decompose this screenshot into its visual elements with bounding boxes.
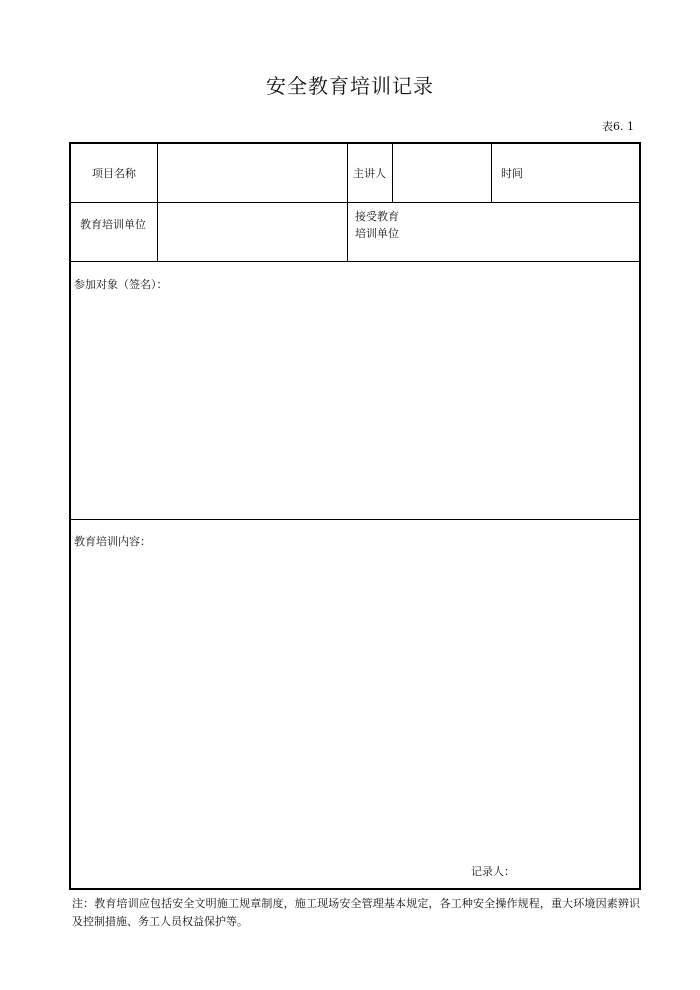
lecturer-field[interactable] — [393, 145, 490, 201]
participants-label: 参加对象（签名）： — [74, 278, 168, 291]
col-divider-mid — [347, 144, 348, 261]
footnote: 注：教育培训应包括安全文明施工规章制度，施工现场安全管理基本规定，各工种安全操作规程，重大环境因素辨识及控制措施、务工人员权益保护等。 — [72, 897, 640, 928]
row-divider-3 — [71, 519, 639, 520]
recorder-label: 记录人： — [471, 865, 515, 878]
project-name-field[interactable] — [158, 145, 346, 201]
receiving-unit-label-line2: 培训单位 — [355, 227, 399, 240]
lecturer-label: 主讲人 — [353, 167, 386, 180]
receiving-unit-field[interactable] — [421, 203, 637, 260]
time-field[interactable] — [531, 145, 637, 201]
training-unit-field[interactable] — [158, 203, 346, 260]
table-number: 表6. 1 — [602, 120, 634, 133]
time-label: 时间 — [501, 167, 523, 180]
col-divider-time — [491, 144, 492, 202]
project-name-label: 项目名称 — [92, 167, 136, 180]
receiving-unit-label-line1: 接受教育 — [355, 210, 399, 223]
row-divider-2 — [71, 261, 639, 262]
document-title: 安全教育培训记录 — [266, 74, 434, 98]
record-form — [69, 142, 641, 890]
training-unit-label: 教育培训单位 — [80, 218, 146, 231]
training-content-label: 教育培训内容： — [74, 535, 151, 548]
